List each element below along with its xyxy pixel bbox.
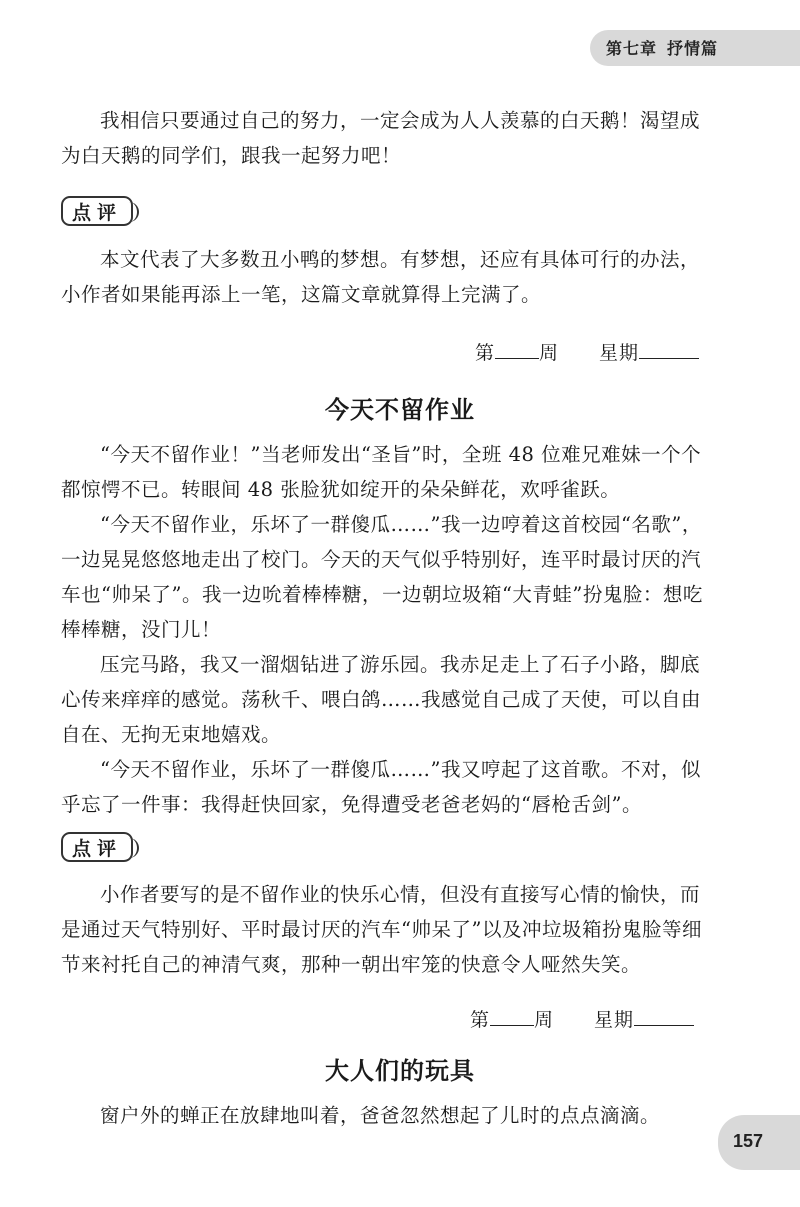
week-suffix: 周 — [534, 1009, 555, 1031]
essay-1-paragraph-4: “今天不留作业，乐坏了一群傻瓜……”我又哼起了这首歌。不对，似乎忘了一件事：我得赶快回家，免得遭受老爸老妈的“唇枪舌剑”。 — [61, 758, 701, 816]
weekday-label: 星期 — [594, 1009, 635, 1031]
comment-label-box-2: 点评 — [61, 832, 133, 862]
weekday-blank — [634, 1007, 694, 1026]
chapter-label: 第七章 — [606, 39, 658, 58]
week-prefix: 第 — [470, 1009, 491, 1031]
essay-2-first-line: 窗户外的蝉正在放肆地叫着，爸爸忽然想起了儿时的点点滴滴。 — [100, 1104, 661, 1127]
comment-1-text: 本文代表了大多数丑小鸭的梦想。有梦想，还应有具体可行的办法，小作者如果能再添上一笔，这篇文章就算得上完满了。 — [61, 248, 701, 306]
essay-1-paragraph-2: “今天不留作业，乐坏了一群傻瓜……”我一边哼着这首校园“名歌”，一边晃晃悠悠地走出了校门。今天的天气似乎特别好，连平时最讨厌的汽车也“帅呆了”。我一边吮着棒棒糖，一边朝垃圾箱“大青蛙”扮鬼脸：想吃棒棒糖，没门儿！ — [61, 513, 703, 641]
section-label: 抒情篇 — [667, 39, 719, 58]
dateline-1 — [475, 338, 699, 365]
essay-1-paragraph-3: 压完马路，我又一溜烟钻进了游乐园。我赤足走上了石子小路，脚底心传来痒痒的感觉。荡秋千、喂白鸽……我感觉自己成了天使，可以自由自在、无拘无束地嬉戏。 — [61, 653, 702, 746]
week-blank — [495, 340, 539, 359]
essay-1-title: 今天不留作业 — [325, 395, 475, 424]
dateline-2 — [470, 1005, 694, 1032]
intro-paragraph: 我相信只要通过自己的努力，一定会成为人人羡慕的白天鹅！渴望成为白天鹅的同学们，跟我一起努力吧！ — [61, 109, 701, 167]
week-suffix: 周 — [539, 342, 560, 364]
week-blank — [490, 1007, 534, 1026]
comment-label-box: 点评 — [61, 196, 133, 226]
weekday-blank — [639, 340, 699, 359]
page-number: 157 — [733, 1131, 764, 1151]
essay-2-title: 大人们的玩具 — [325, 1056, 475, 1085]
weekday-label: 星期 — [599, 342, 640, 364]
week-prefix: 第 — [475, 342, 496, 364]
essay-1-paragraph-1: “今天不留作业！”当老师发出“圣旨”时，全班 48 位难兄难妹一个个都惊愕不已。转眼间 48 张脸犹如绽开的朵朵鲜花，欢呼雀跃。 — [61, 443, 702, 501]
chapter-header — [606, 36, 728, 59]
comment-2-text: 小作者要写的是不留作业的快乐心情，但没有直接写心情的愉快，而是通过天气特别好、平时最讨厌的汽车“帅呆了”以及冲垃圾箱扮鬼脸等细节来衬托自己的神清气爽，那种一朝出牢笼的快意令人哑然失笑。 — [61, 883, 702, 976]
